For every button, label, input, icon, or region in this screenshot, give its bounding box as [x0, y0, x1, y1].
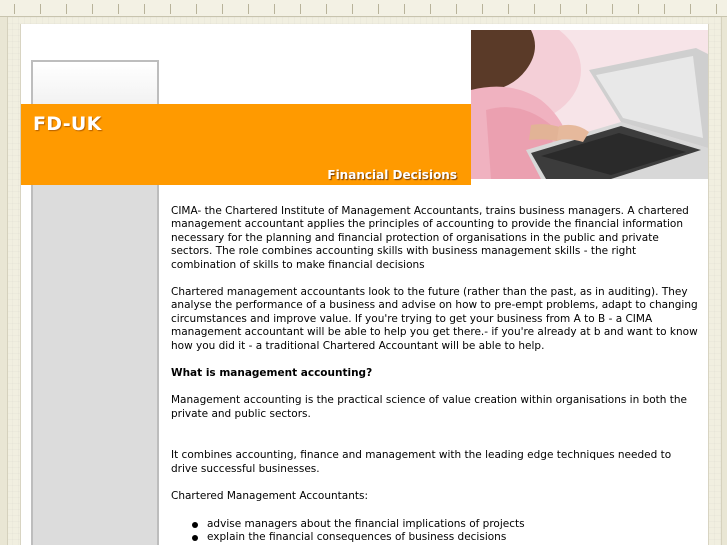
- body-paragraph-1: Management accounting is the practical science of value creation within organisations in both the private and public sectors.: [171, 394, 687, 420]
- bullet-icon: [192, 522, 198, 528]
- section-heading: What is management accounting?: [171, 367, 373, 380]
- body-paragraph-2: It combines accounting, finance and management with the leading edge techniques needed to drive successful businesses.: [171, 449, 672, 475]
- intro-paragraph-1: CIMA- the Chartered Institute of Management Accountants, trains business managers. A chartered management accountant applies the principles of accounting to provide the financial information necessary for the planning and financial protection of organisations in the public and private sectors. The role combines accounting skills with business management skills - the right combination of skills to make financial decisions: [171, 205, 689, 271]
- list-item-text: advise managers about the financial implications of projects: [207, 517, 525, 530]
- site-logo[interactable]: FD-UK: [33, 113, 102, 135]
- list-item-text: explain the financial consequences of business decisions: [207, 530, 507, 543]
- left-border: [0, 17, 8, 545]
- content-frame: [20, 24, 709, 545]
- right-border: [721, 17, 727, 545]
- main-content: [171, 205, 701, 544]
- duties-list: [171, 518, 701, 545]
- list-item: [171, 518, 701, 531]
- header-banner: [21, 104, 471, 185]
- woman-with-laptop-photo: [471, 30, 708, 179]
- hero-image: [471, 30, 708, 179]
- bullet-icon: [192, 535, 198, 541]
- sidebar-header: [31, 60, 159, 104]
- intro-paragraph-2: Chartered management accountants look to the future (rather than the past, as in auditing). They analyse the performance of a business and advise on how to pre-empt problems, adapt to changing circumstances and improve value. If you're trying to get your business from A to B - a CIMA management accountant will be able to help you get there.- if you're already at b and want to know how you did it - a traditional Chartered Accountant will be able to help.: [171, 286, 698, 352]
- site-tagline: Financial Decisions: [327, 168, 457, 182]
- body-paragraph-3: Chartered Management Accountants:: [171, 490, 368, 503]
- list-item: [171, 531, 701, 544]
- top-ruler: [0, 0, 727, 17]
